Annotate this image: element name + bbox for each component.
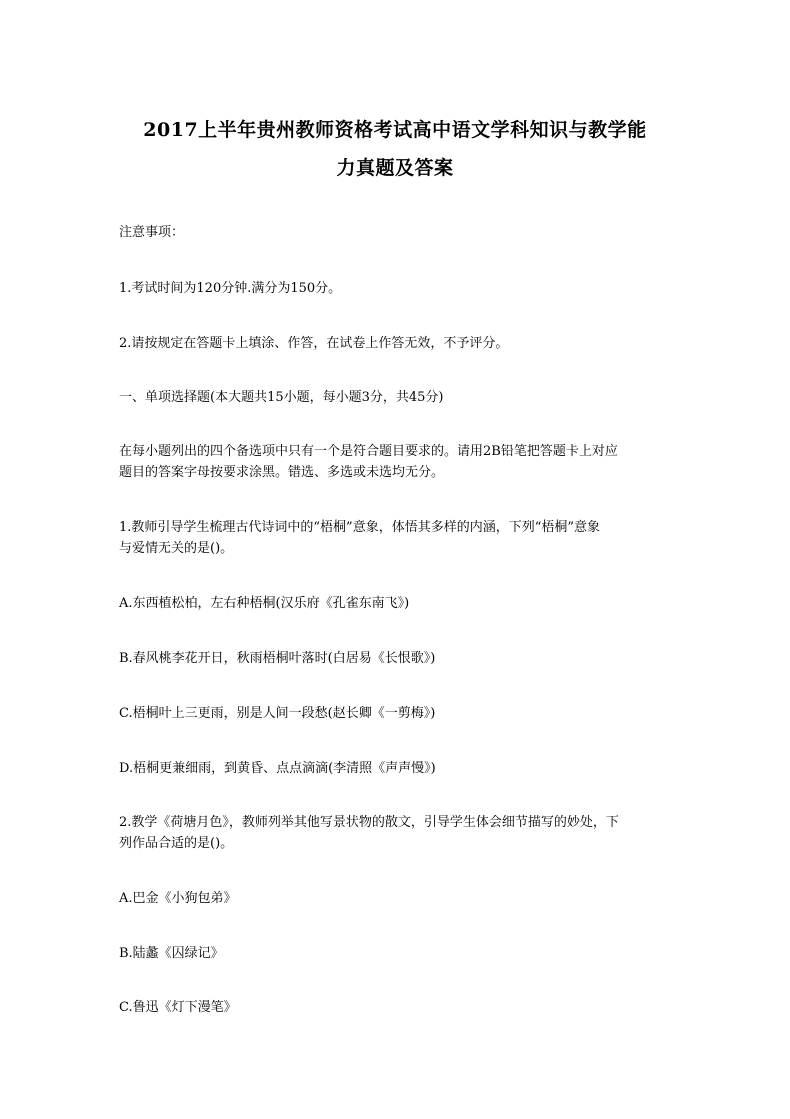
question-1-option-d: D.梧桐更兼细雨，到黄昏、点点滴滴(李清照《声声慢》) (119, 761, 436, 776)
notice-item-1: 1.考试时间为120分钟.满分为150分。 (119, 281, 342, 296)
instructions-line-1: 在每小题列出的四个备选项中只有一个是符合题目要求的。请用2B铅笔把答题卡上对应 (119, 444, 618, 459)
question-2-line-1: 2.教学《荷塘月色》，教师列举其他写景状物的散文，引导学生体会细节描写的妙处，下 (119, 815, 619, 830)
question-1-line-1: 1.教师引导学生梳理古代诗词中的“梧桐”意象，体悟其多样的内涵，下列“梧桐”意象 (119, 520, 600, 535)
section-heading: 一、单项选择题(本大题共15小题，每小题3分，共45分) (119, 390, 444, 405)
title-line-1: 2017上半年贵州教师资格考试高中语文学科知识与教学能 (143, 119, 647, 141)
question-1-line-2: 与爱情无关的是()。 (119, 541, 234, 556)
question-2-option-a: A.巴金《小狗包弟》 (119, 891, 237, 906)
question-2-option-b: B.陆蠡《囚绿记》 (119, 946, 224, 961)
question-1-option-c: C.梧桐叶上三更雨，别是人间一段愁(赵长卿《一剪梅》) (119, 706, 436, 721)
question-1-option-a: A.东西植松柏，左右种梧桐(汉乐府《孔雀东南飞》) (119, 596, 410, 611)
question-2-option-c: C.鲁迅《灯下漫笔》 (119, 1000, 237, 1015)
title-line-2: 力真题及答案 (336, 157, 454, 179)
notice-heading: 注意事项： (119, 225, 185, 240)
notice-item-2: 2.请按规定在答题卡上填涂、作答，在试卷上作答无效，不予评分。 (119, 336, 509, 351)
instructions-line-2: 题目的答案字母按要求涂黑。错选、多选或未选均无分。 (119, 465, 445, 480)
question-1-option-b: B.春风桃李花开日，秋雨梧桐叶落时(白居易《长恨歌》) (119, 651, 436, 666)
question-2-line-2: 列作品合适的是()。 (119, 836, 234, 851)
